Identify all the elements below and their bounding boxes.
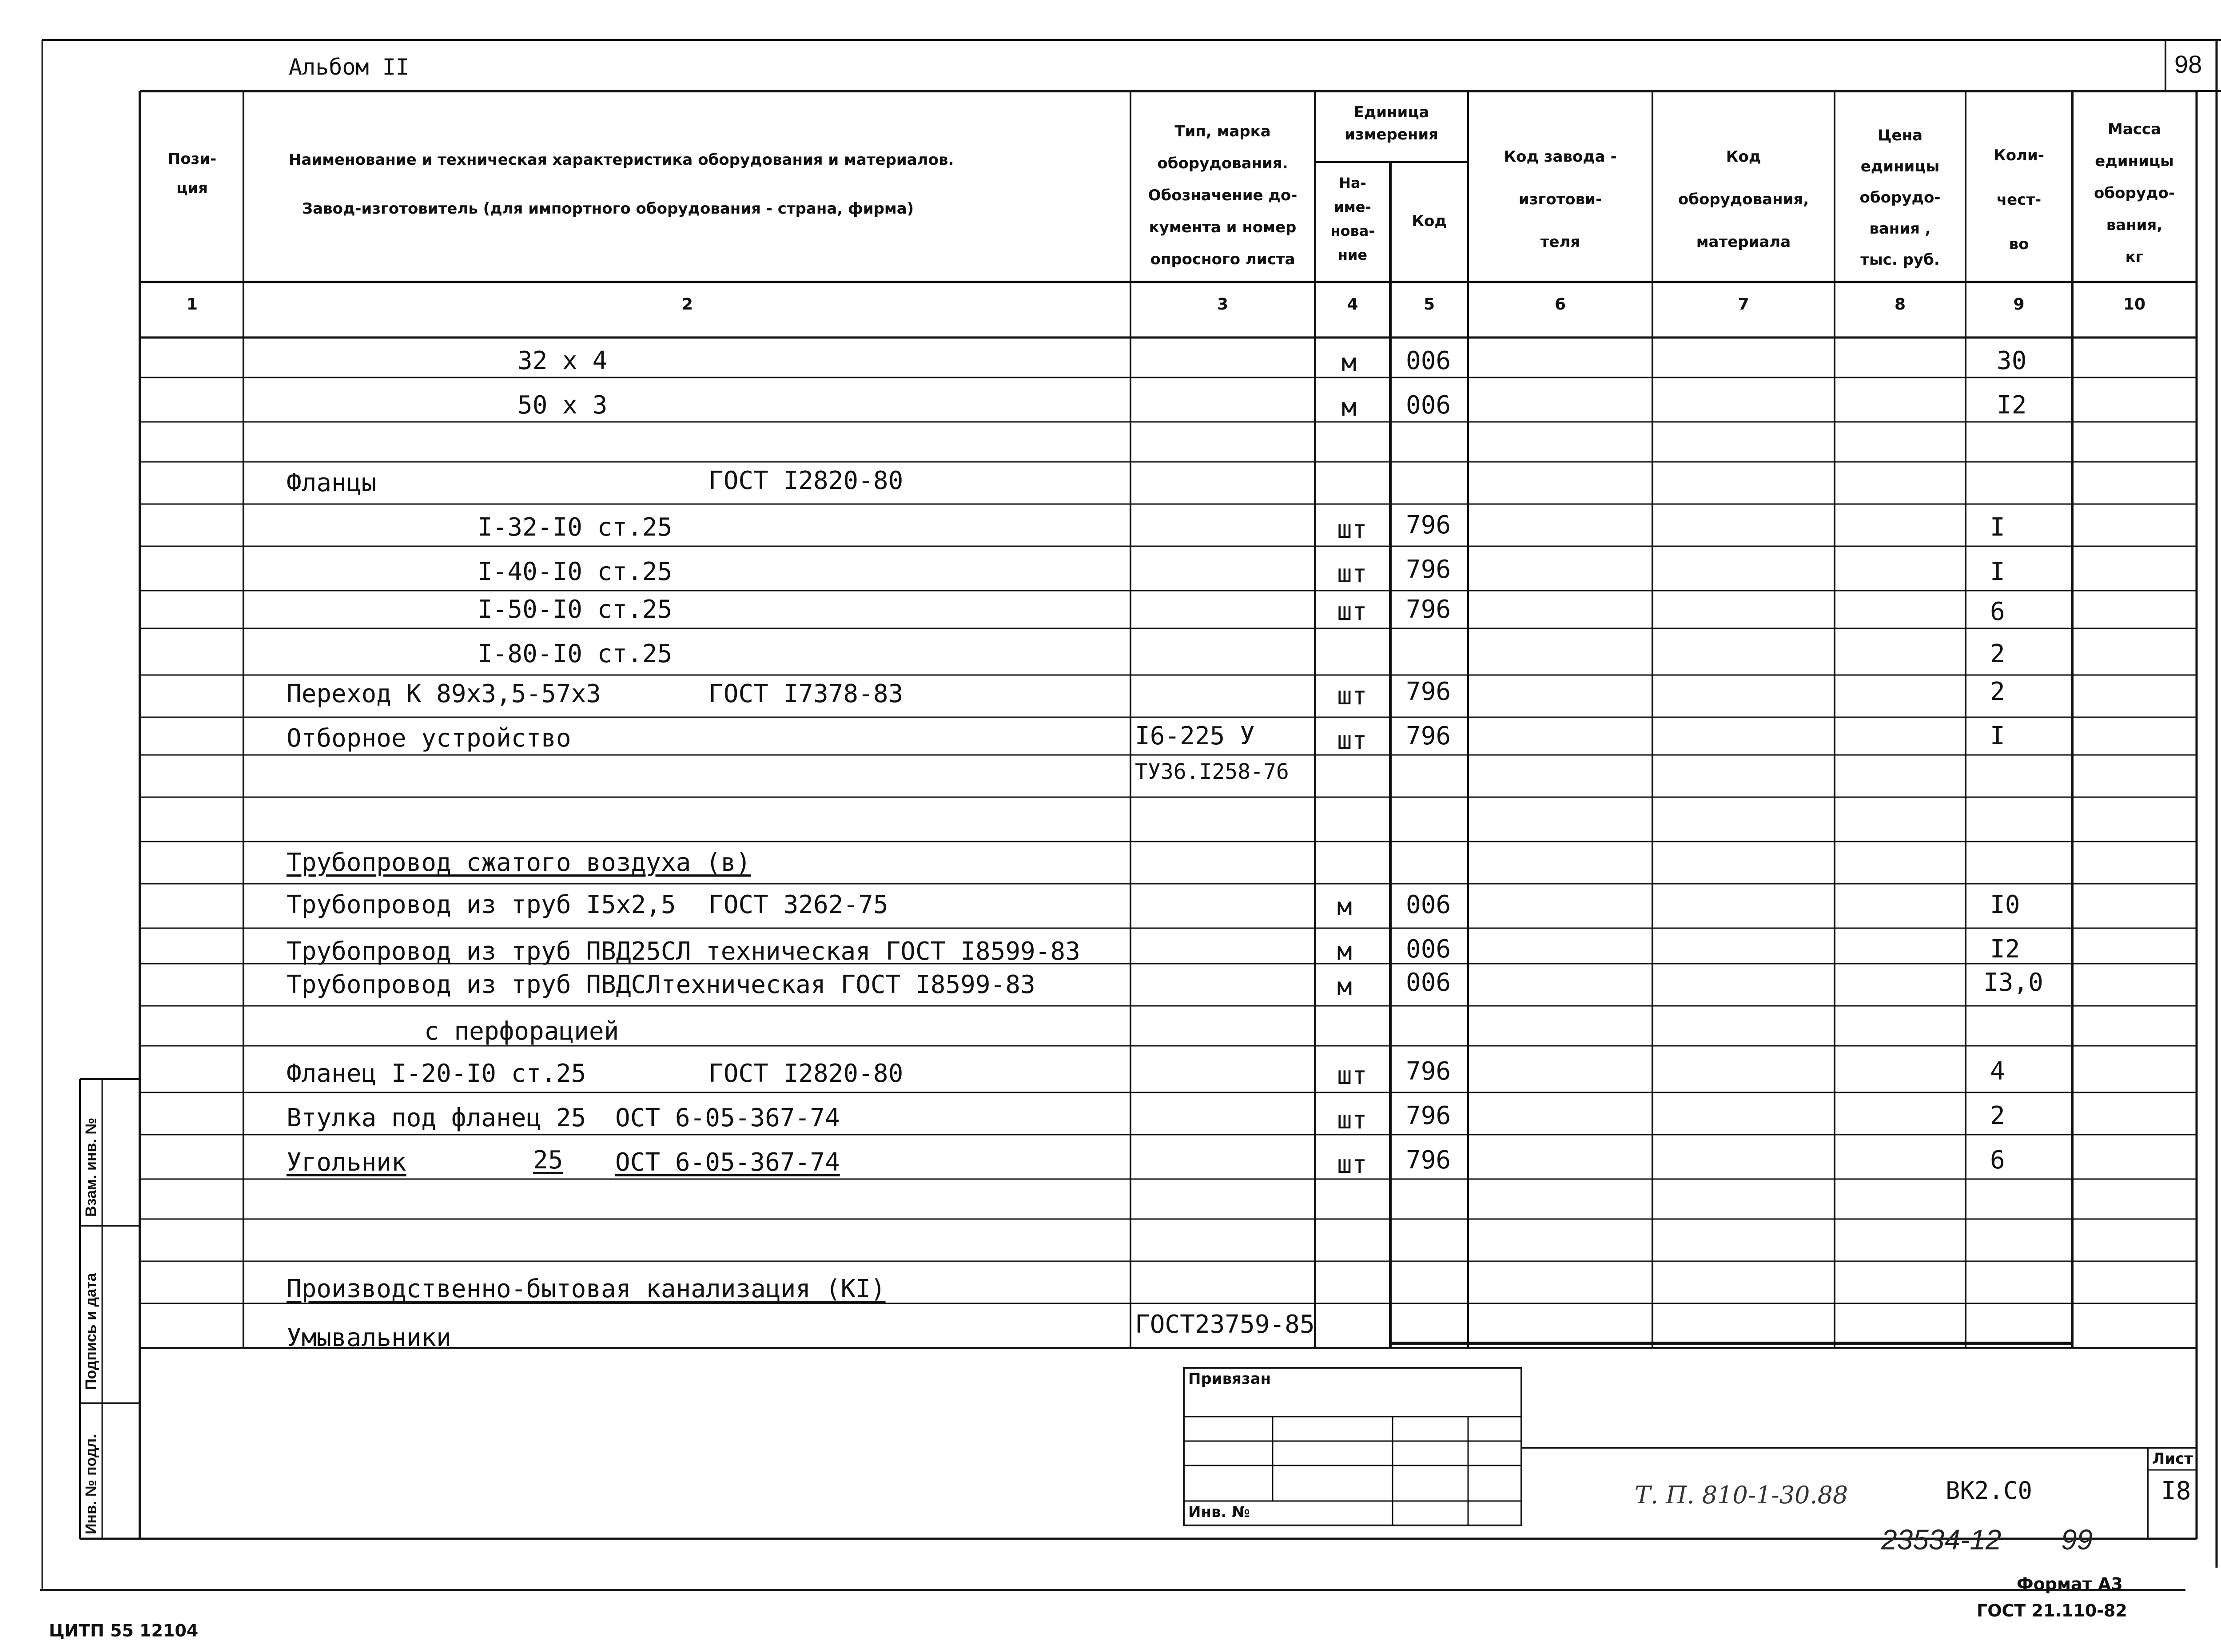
row-name: с перфорацией: [424, 1017, 619, 1046]
row-doc: ТУ36.I258-76: [1135, 759, 1289, 784]
row-name: Втулка под фланец 25: [287, 1104, 586, 1132]
format-label: Формат А3: [2017, 1574, 2123, 1594]
column-number: 3: [1217, 295, 1229, 314]
page-number: 98: [2174, 50, 2202, 78]
row-code: 006: [1406, 935, 1451, 964]
row-name: 50 x 3: [517, 391, 608, 420]
row-qty: I0: [1990, 890, 2020, 919]
row-unit: м: [1341, 393, 1357, 422]
side-label-vzam: Взам. инв. №: [83, 1117, 100, 1217]
row-name: I-32-I0 ст.25: [478, 513, 673, 542]
handwritten-number: 23534-12: [1881, 1524, 2002, 1556]
row-unit: шт: [1337, 1061, 1367, 1090]
row-name: Фланцы: [287, 469, 377, 497]
row-gost: ОСТ 6-05-367-74: [615, 1104, 840, 1132]
row-unit: шт: [1337, 515, 1367, 544]
row-qty: 4: [1990, 1057, 2005, 1086]
row-name: I-50-I0 ст.25: [478, 595, 673, 624]
row-unit: шт: [1337, 1150, 1367, 1179]
row-code: 796: [1406, 595, 1451, 624]
gost-label: ГОСТ 21.110-82: [1977, 1601, 2127, 1620]
handwritten-page: 99: [2061, 1524, 2093, 1556]
stamp-privyazan: Привязан: [1188, 1370, 1271, 1388]
header-position: Пози- ция: [167, 150, 217, 197]
row-code: 006: [1406, 968, 1451, 997]
row-code: 796: [1406, 677, 1451, 706]
row-gost: ГОСТ 3262-75: [708, 890, 888, 919]
row-code: 796: [1406, 1146, 1451, 1175]
row-code: 796: [1406, 722, 1451, 751]
row-qty: 6: [1990, 1146, 2005, 1175]
row-unit: шт: [1337, 726, 1367, 755]
row-qty: I2: [1990, 935, 2020, 964]
side-label-podpis: Подпись и дата: [83, 1273, 100, 1390]
header-unit-code: Код: [1412, 212, 1447, 230]
row-code: 006: [1406, 346, 1451, 375]
row-qty: I3,0: [1983, 968, 2043, 997]
row-unit: шт: [1337, 560, 1367, 588]
citp-label: ЦИТП 55 12104: [49, 1621, 199, 1640]
header-name: Наименование и техническая характеристика оборудования и материалов. Завод-изготовитель (для импортного оборудования - страна, фирма): [289, 151, 954, 218]
row-name: Трубопровод из труб I5х2,5: [287, 890, 676, 919]
row-qty: I2: [1997, 391, 2027, 420]
row-qty: 2: [1990, 677, 2005, 706]
row-code: 006: [1406, 391, 1451, 420]
column-number: 4: [1347, 295, 1358, 314]
header-type: Тип, марка оборудования. Обозначение до- кумента и номер опросного листа: [1148, 123, 1298, 268]
row-unit: м: [1337, 937, 1352, 966]
row-qty: 6: [1990, 597, 2005, 626]
row-unit: шт: [1337, 682, 1367, 711]
column-number: 5: [1423, 295, 1435, 314]
row-name: Угольник: [287, 1148, 406, 1177]
row-name: Умывальники: [287, 1323, 451, 1352]
album-label: Альбом II: [289, 54, 409, 80]
sheet-code: ВК2.С0: [1946, 1477, 2033, 1505]
row-gost: ГОСТ I7378-83: [708, 679, 904, 708]
header-price: Цена единицы оборудо- вания , тыс. руб.: [1859, 127, 1941, 269]
header-unit-group: Единица измерения: [1345, 103, 1438, 143]
row-unit: м: [1337, 973, 1352, 1001]
row-qty: 2: [1990, 1101, 2005, 1130]
header-factory-code: Код завода - изготови- теля: [1504, 148, 1617, 251]
header-unit-name: На- име- нова- ние: [1330, 175, 1375, 263]
row-code: 796: [1406, 1057, 1451, 1086]
row-name: 32 x 4: [517, 346, 608, 375]
section-title: Производственно-бытовая канализация (KI): [287, 1275, 886, 1303]
sheet-label: Лист: [2152, 1450, 2193, 1468]
header-equipment-code: Код оборудования, материала: [1678, 148, 1809, 251]
side-label-inv-podl: Инв. № подл.: [83, 1434, 100, 1534]
row-qty: I: [1990, 513, 2005, 542]
column-number: 7: [1738, 295, 1749, 314]
row-doc: I6-225 У: [1135, 722, 1255, 751]
column-number: 10: [2123, 295, 2146, 314]
column-number: 8: [1894, 295, 1906, 314]
row-name: Переход К 89х3,5-57х3: [287, 679, 601, 708]
row-qty: I: [1990, 722, 2005, 751]
row-gost: ГОСТ I2820-80: [708, 466, 904, 495]
row-code: 796: [1406, 555, 1451, 584]
row-code: 796: [1406, 1101, 1451, 1130]
row-qty: I: [1990, 557, 2005, 586]
handwritten-project-code: Т. П. 810-1-30.88: [1635, 1481, 1848, 1509]
column-number: 2: [681, 295, 693, 314]
row-qty: 2: [1990, 639, 2005, 668]
row-size: 25: [533, 1146, 563, 1175]
stamp-inv-no: Инв. №: [1188, 1503, 1250, 1521]
header-mass: Масса единицы оборудо- вания, кг: [2094, 120, 2175, 266]
row-name: Трубопровод из труб ПВД25СЛ техническая ГОСТ I8599-83: [287, 937, 1080, 966]
row-gost: ГОСТ I2820-80: [708, 1059, 904, 1088]
row-name: Трубопровод из труб ПВДСЛтехническая ГОСТ I8599-83: [287, 970, 1035, 999]
sheet-number: I8: [2161, 1477, 2191, 1505]
row-code: 006: [1406, 890, 1451, 919]
section-title: Трубопровод сжатого воздуха (в): [287, 848, 751, 877]
row-unit: шт: [1337, 1106, 1367, 1135]
row-qty: 30: [1997, 346, 2027, 375]
column-number: 9: [2013, 295, 2025, 314]
row-gost: ОСТ 6-05-367-74: [615, 1148, 840, 1177]
row-unit: м: [1337, 893, 1352, 921]
row-unit: м: [1341, 349, 1357, 377]
header-quantity: Коли- чест- во: [1994, 147, 2044, 253]
column-number: 6: [1554, 295, 1566, 314]
row-unit: шт: [1337, 597, 1367, 626]
row-name: I-80-I0 ст.25: [478, 639, 673, 668]
row-name: Отборное устройство: [287, 724, 571, 753]
row-code: 796: [1406, 511, 1451, 540]
column-number: 1: [186, 295, 198, 314]
row-name: Фланец I-20-I0 ст.25: [287, 1059, 586, 1088]
row-doc: ГОСТ23759-85: [1135, 1310, 1315, 1339]
row-name: I-40-I0 ст.25: [478, 557, 673, 586]
